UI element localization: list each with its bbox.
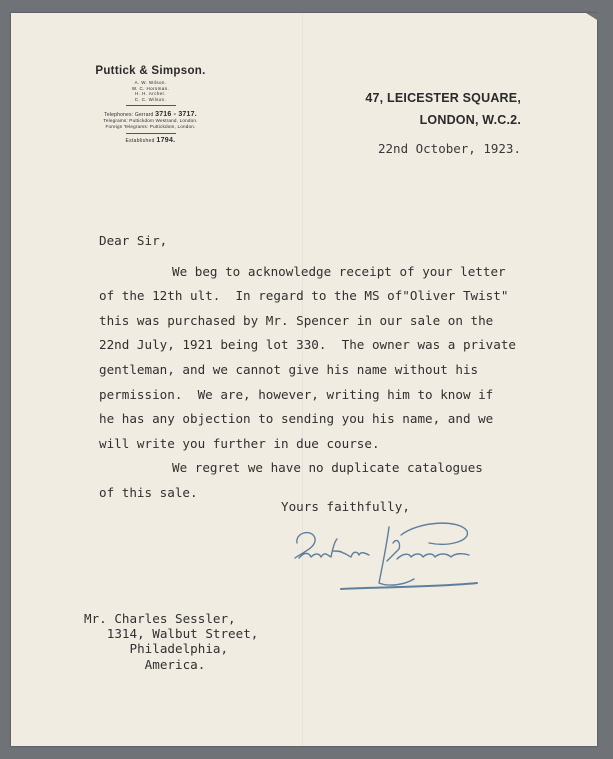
letterhead-rule (126, 105, 176, 106)
letterhead-rule (126, 133, 176, 134)
partner-list (78, 80, 223, 102)
telephones-number: 3716 - 3717. (155, 111, 197, 119)
salutation: Dear Sir, (99, 233, 168, 248)
telephones-label: Telephones: Gerrard (104, 112, 154, 119)
addressee-line: America. (84, 656, 206, 672)
closing: Yours faithfully, (281, 499, 410, 514)
body-line: he has any objection to sending you his name, and we (99, 411, 494, 427)
telegrams-line: Telegrams: Puttickdom Westrand, London. (103, 118, 198, 124)
letter-date: 22nd October, 1923. (378, 141, 521, 156)
partner-name: W. C. Horsman. (131, 85, 170, 91)
letter-paper (11, 13, 597, 746)
partner-name: A. W. Wilson. (134, 80, 167, 85)
established-label: Established (125, 138, 155, 145)
addressee-line: 1314, Walbut Street, (84, 626, 259, 642)
torn-corner (586, 13, 602, 23)
partner-name: C. C. Wilson. (134, 96, 167, 102)
partner-name: H. H. Archer. (135, 91, 166, 97)
telephones-line (78, 111, 223, 118)
body-line: We regret we have no duplicate catalogues (172, 460, 483, 476)
addressee-block (84, 611, 258, 672)
body-line: will write you further in due course. (99, 435, 380, 451)
established-year: 1794. (156, 137, 176, 145)
sender-address (365, 91, 521, 127)
established-line (78, 137, 223, 144)
address-city: LONDON, W.C.2. (419, 113, 521, 127)
body-line: permission. We are, however, writing him to know if (99, 386, 494, 402)
body-line: We beg to acknowledge receipt of your letter (172, 263, 506, 279)
addressee-line: Philadelphia, (84, 641, 229, 657)
letter-body (99, 229, 529, 506)
address-street: 47, LEICESTER SQUARE, (365, 91, 521, 105)
body-line: 22nd July, 1921 being lot 330. The owner was a private (99, 337, 517, 353)
addressee-line: Mr. Charles Sessler, (84, 611, 236, 626)
body-line: of the 12th ult. In regard to the MS of"Oliver Twist" (99, 288, 509, 304)
foreign-telegrams-line: Foreign Telegrams: Puttickdom, London. (105, 124, 196, 130)
letterhead (78, 65, 223, 144)
body-line: this was purchased by Mr. Spencer in our sale on the (99, 312, 494, 328)
body-line: gentleman, and we cannot give his name without his (99, 361, 479, 377)
firm-name: Puttick & Simpson. (95, 65, 206, 77)
handwritten-signature (289, 513, 489, 607)
body-line: of this sale. (99, 484, 198, 500)
